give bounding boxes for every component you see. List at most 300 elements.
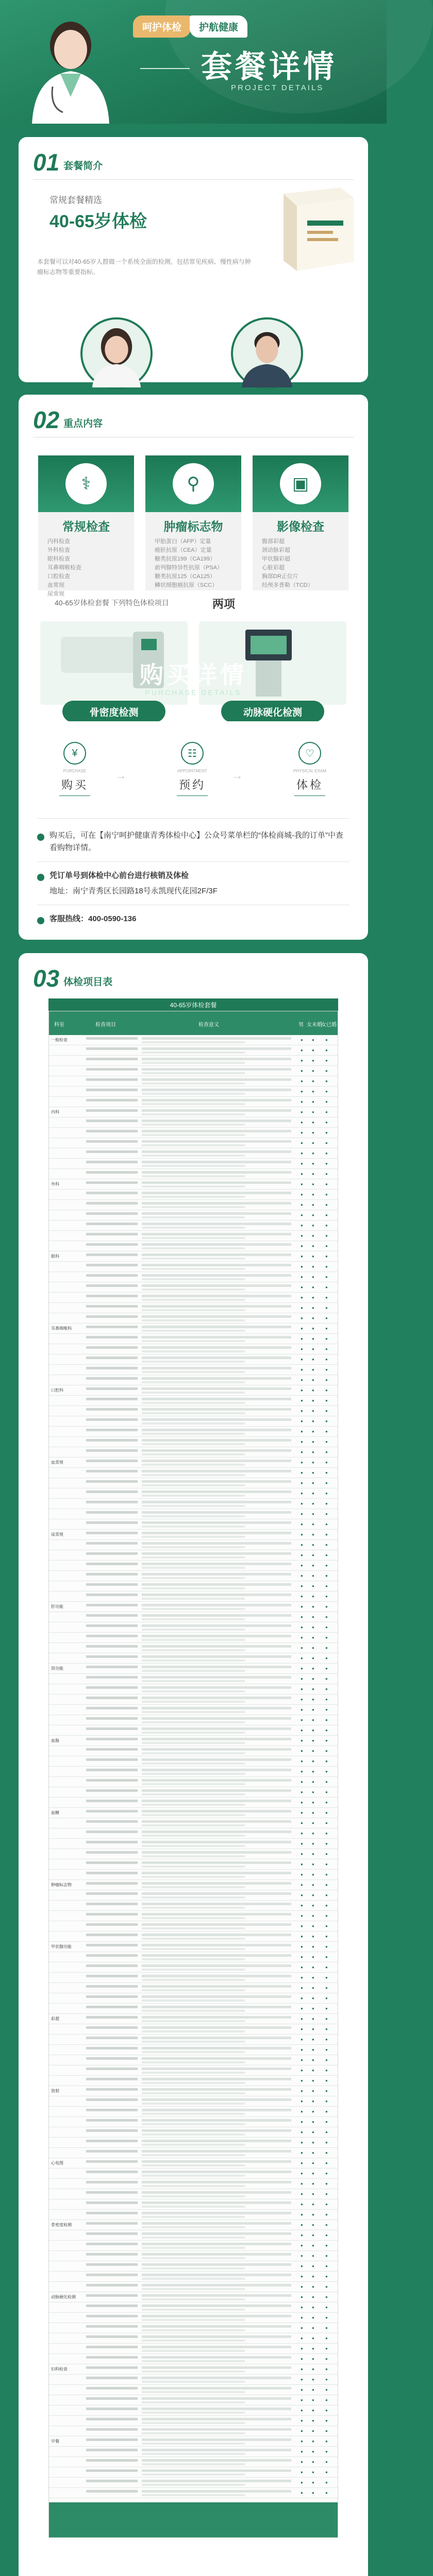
meaning-cell <box>142 1635 291 1637</box>
table-row <box>49 1478 338 1488</box>
included-mark: ● <box>325 1676 328 1681</box>
meaning-cell <box>142 1758 291 1761</box>
focus-card <box>19 395 368 770</box>
meaning-cell-line <box>142 2133 245 2136</box>
table-row <box>49 1066 338 1076</box>
meaning-cell <box>142 1645 291 1648</box>
item-cell <box>86 2274 138 2276</box>
included-mark: ● <box>312 1192 314 1197</box>
included-mark: ● <box>301 1429 303 1434</box>
item-cell <box>86 2387 138 2389</box>
included-mark: ● <box>301 1975 303 1980</box>
meaning-cell <box>142 2263 291 2266</box>
meaning-cell <box>142 2304 291 2307</box>
items-table <box>48 1011 338 2538</box>
table-row <box>49 2375 338 2385</box>
table-row <box>49 1973 338 1983</box>
included-mark: ● <box>312 1099 314 1104</box>
included-mark: ● <box>312 1553 314 1557</box>
table-row <box>49 2035 338 2045</box>
table-row <box>49 1334 338 1344</box>
meaning-cell-line <box>142 2216 245 2218</box>
section-number: 03 <box>33 965 60 992</box>
included-mark: ● <box>325 1749 328 1753</box>
meaning-cell <box>142 2480 291 2482</box>
item-cell <box>86 2356 138 2359</box>
included-mark: ● <box>312 1079 314 1083</box>
included-mark: ● <box>312 1944 314 1949</box>
included-mark: ● <box>325 2027 328 2031</box>
meaning-cell <box>142 1377 291 1380</box>
table-row <box>49 1767 338 1777</box>
table-row <box>49 1499 338 1509</box>
meaning-cell <box>142 2191 291 2194</box>
included-mark: ● <box>312 1398 314 1403</box>
meaning-cell <box>142 1923 291 1926</box>
meaning-cell <box>142 2078 291 2080</box>
meaning-cell-line <box>142 2298 245 2300</box>
item-cell <box>86 2449 138 2451</box>
focus-item: 甲状腺彩超 <box>262 556 290 562</box>
included-mark: ● <box>301 1460 303 1465</box>
item-cell <box>86 1542 138 1545</box>
table-row <box>49 2220 338 2230</box>
included-mark: ● <box>312 1306 314 1310</box>
meaning-cell-line <box>142 2473 245 2476</box>
table-row <box>49 2189 338 2199</box>
included-mark: ● <box>301 2078 303 2083</box>
meaning-cell <box>142 1120 291 1122</box>
section-title: 套餐简介 <box>63 161 103 172</box>
included-mark: ● <box>325 1800 328 1805</box>
meaning-cell <box>142 2284 291 2286</box>
meaning-cell-line <box>142 2267 245 2269</box>
included-mark: ● <box>325 1130 328 1135</box>
included-mark: ● <box>301 2161 303 2165</box>
heart-icon: ♡ <box>298 742 321 765</box>
included-mark: ● <box>325 1852 328 1856</box>
included-mark: ● <box>301 2223 303 2227</box>
table-row <box>49 1169 338 1179</box>
included-mark: ● <box>301 2274 303 2279</box>
divider <box>37 861 349 862</box>
meaning-cell-line <box>142 2391 245 2393</box>
included-mark: ● <box>301 2027 303 2031</box>
included-mark: ● <box>325 1336 328 1341</box>
included-mark: ● <box>301 1192 303 1197</box>
item-cell <box>86 1645 138 1648</box>
item-cell <box>86 1934 138 1936</box>
included-mark: ● <box>301 2109 303 2114</box>
focus-title: 影像检查 <box>277 520 324 533</box>
item-cell <box>86 1181 138 1184</box>
included-mark: ● <box>312 1697 314 1702</box>
included-mark: ● <box>312 1584 314 1588</box>
included-mark: ● <box>301 2295 303 2299</box>
col-female-single: 女未婚 <box>307 1022 322 1028</box>
meaning-cell-line <box>142 1659 245 1662</box>
table-row <box>49 2117 338 2127</box>
included-mark: ● <box>301 1676 303 1681</box>
table-row <box>49 1643 338 1653</box>
table-row <box>49 2457 338 2467</box>
table-row <box>49 2096 338 2107</box>
included-mark: ● <box>325 2377 328 2382</box>
meaning-cell <box>142 1686 291 1689</box>
meaning-cell <box>142 1284 291 1287</box>
meaning-cell-line <box>142 1814 245 1816</box>
table-row <box>49 1396 338 1406</box>
meaning-cell <box>142 1367 291 1369</box>
included-mark: ● <box>301 1254 303 1259</box>
focus-item: 前列腺特异性抗原（PSA） <box>155 565 223 571</box>
meaning-cell <box>142 1624 291 1627</box>
item-cell <box>86 1583 138 1586</box>
meaning-cell <box>142 1109 291 1112</box>
included-mark: ● <box>312 2089 314 2093</box>
included-mark: ● <box>301 1110 303 1114</box>
meaning-cell <box>142 1810 291 1812</box>
included-mark: ● <box>325 1594 328 1599</box>
table-row <box>49 1313 338 1324</box>
included-mark: ● <box>312 2418 314 2423</box>
intro-card <box>19 137 368 382</box>
item-cell <box>86 1923 138 1926</box>
calendar-icon: ☷ <box>181 742 204 765</box>
meaning-cell <box>142 1717 291 1720</box>
focus-items <box>253 534 348 590</box>
included-mark: ● <box>325 1439 328 1444</box>
item-cell <box>86 2191 138 2194</box>
table-row <box>49 2261 338 2272</box>
included-mark: ● <box>325 2089 328 2093</box>
focus-items <box>38 534 134 599</box>
included-mark: ● <box>325 1357 328 1362</box>
meaning-cell-line <box>142 1907 245 1909</box>
table-row <box>49 2024 338 2035</box>
included-mark: ● <box>325 2006 328 2011</box>
included-mark: ● <box>312 2439 314 2444</box>
item-cell <box>86 1429 138 1431</box>
included-mark: ● <box>301 2470 303 2475</box>
included-mark: ● <box>312 1151 314 1156</box>
focus-item: 外科检查 <box>47 547 70 553</box>
table-row <box>49 1468 338 1478</box>
table-row <box>49 2364 338 2375</box>
meaning-cell <box>142 1305 291 1308</box>
included-mark: ● <box>301 1821 303 1825</box>
table-row <box>49 2199 338 2210</box>
table-row <box>49 1725 338 1736</box>
focus-item: 颈动脉彩超 <box>262 547 290 553</box>
included-mark: ● <box>325 2212 328 2217</box>
included-mark: ● <box>312 1749 314 1753</box>
included-mark: ● <box>301 1316 303 1320</box>
table-row <box>49 1931 338 1942</box>
table-row <box>49 1045 338 1056</box>
included-mark: ● <box>325 1264 328 1269</box>
table-row <box>49 1839 338 1849</box>
included-mark: ● <box>325 1141 328 1145</box>
meaning-cell <box>142 2201 291 2204</box>
item-cell <box>86 1954 138 1957</box>
included-mark: ● <box>312 1388 314 1393</box>
included-mark: ● <box>301 1223 303 1228</box>
item-cell <box>86 2480 138 2482</box>
included-mark: ● <box>325 1965 328 1970</box>
item-cell <box>86 1769 138 1771</box>
included-mark: ● <box>325 2315 328 2320</box>
item-cell <box>86 1120 138 1122</box>
meaning-cell <box>142 2243 291 2245</box>
meaning-cell-line <box>142 1237 245 1239</box>
table-row <box>49 1365 338 1375</box>
included-mark: ● <box>301 1944 303 1949</box>
item-cell <box>86 1408 138 1411</box>
included-mark: ● <box>325 1821 328 1825</box>
included-mark: ● <box>325 1584 328 1588</box>
focus-item: 经颅多普勒（TCD） <box>262 582 313 588</box>
meaning-cell-line <box>142 2113 245 2115</box>
meaning-cell <box>142 2129 291 2132</box>
included-mark: ● <box>325 2058 328 2062</box>
included-mark: ● <box>301 2181 303 2186</box>
meaning-cell-line <box>142 1690 245 1692</box>
included-mark: ● <box>325 1986 328 1990</box>
included-mark: ● <box>301 1594 303 1599</box>
meaning-cell <box>142 1429 291 1431</box>
item-cell <box>86 1655 138 1658</box>
meaning-cell-line <box>142 1453 245 1455</box>
meaning-cell <box>142 1140 291 1143</box>
included-mark: ● <box>301 2016 303 2021</box>
table-row <box>49 1756 338 1767</box>
meaning-cell-line <box>142 1062 245 1064</box>
included-mark: ● <box>325 1182 328 1187</box>
table-row <box>49 2426 338 2436</box>
included-mark: ● <box>301 1151 303 1156</box>
table-row <box>49 2086 338 2096</box>
step-appointment <box>167 742 218 796</box>
included-mark: ● <box>312 2490 314 2495</box>
step-purchase <box>49 742 100 796</box>
table-row <box>49 1859 338 1870</box>
item-cell <box>86 2263 138 2266</box>
meaning-cell <box>142 1882 291 1885</box>
included-mark: ● <box>325 1213 328 1217</box>
included-mark: ● <box>312 2470 314 2475</box>
table-row <box>49 1416 338 1427</box>
included-mark: ● <box>312 1934 314 1939</box>
included-mark: ● <box>312 1213 314 1217</box>
meaning-cell <box>142 1820 291 1823</box>
meaning-cell-line <box>142 2309 245 2311</box>
meaning-cell <box>142 2160 291 2163</box>
meaning-cell-line <box>142 1556 245 1558</box>
included-mark: ● <box>312 1182 314 1187</box>
meaning-cell <box>142 1387 291 1390</box>
included-mark: ● <box>325 1202 328 1207</box>
meaning-cell-line <box>142 1917 245 1919</box>
included-mark: ● <box>325 2274 328 2279</box>
meaning-cell <box>142 1964 291 1967</box>
meaning-cell-line <box>142 1216 245 1218</box>
bullet-icon <box>37 834 44 841</box>
item-cell <box>86 2366 138 2369</box>
meaning-cell-line <box>142 1608 245 1610</box>
tag-care-checkup: 呵护体检 <box>133 15 191 38</box>
included-mark: ● <box>312 1275 314 1279</box>
meaning-cell <box>142 1954 291 1957</box>
table-row <box>49 2447 338 2457</box>
table-title: 40-65岁体检套餐 <box>48 998 338 1011</box>
address: 地址：南宁青秀区长园路18号永凯现代花园2F/3F <box>49 887 218 895</box>
meaning-cell-line <box>142 1196 245 1198</box>
included-mark: ● <box>312 1233 314 1238</box>
dept-cell: 甲状腺功能 <box>51 1944 72 1949</box>
meaning-cell-line <box>142 2072 245 2074</box>
included-mark: ● <box>325 2253 328 2258</box>
item-cell <box>86 1831 138 1833</box>
table-row <box>49 1952 338 1962</box>
table-row <box>49 2395 338 2405</box>
item-cell <box>86 2284 138 2286</box>
item-cell <box>86 1521 138 1524</box>
meaning-cell-line <box>142 1309 245 1311</box>
meaning-cell-line <box>142 2164 245 2166</box>
meaning-cell-line <box>142 1289 245 1291</box>
item-cell <box>86 1697 138 1699</box>
included-mark: ● <box>325 1718 328 1722</box>
table-row <box>49 1447 338 1458</box>
included-mark: ● <box>301 2490 303 2495</box>
included-mark: ● <box>301 1130 303 1135</box>
included-mark: ● <box>312 2099 314 2104</box>
included-mark: ● <box>312 1223 314 1228</box>
included-mark: ● <box>312 2037 314 2042</box>
table-row <box>49 2302 338 2313</box>
included-mark: ● <box>325 1429 328 1434</box>
included-mark: ● <box>301 2202 303 2207</box>
included-mark: ● <box>325 2068 328 2073</box>
meaning-cell-line <box>142 1464 245 1466</box>
meaning-cell-line <box>142 1165 245 1167</box>
included-mark: ● <box>301 1728 303 1733</box>
included-mark: ● <box>312 2480 314 2485</box>
meaning-cell-line <box>142 1886 245 1888</box>
table-row <box>49 1705 338 1715</box>
included-mark: ● <box>325 1079 328 1083</box>
table-row <box>49 2405 338 2416</box>
section-title: 重点内容 <box>63 418 103 429</box>
table-row <box>49 1488 338 1499</box>
table-row <box>49 1561 338 1571</box>
included-mark: ● <box>312 1615 314 1619</box>
included-mark: ● <box>325 2357 328 2361</box>
included-mark: ● <box>325 1326 328 1331</box>
meaning-cell-line <box>142 2484 245 2486</box>
included-mark: ● <box>325 1481 328 1485</box>
meaning-cell <box>142 1542 291 1545</box>
meaning-cell <box>142 2150 291 2153</box>
included-mark: ● <box>312 1872 314 1877</box>
included-mark: ● <box>312 1130 314 1135</box>
included-mark: ● <box>301 2326 303 2330</box>
item-cell <box>86 1140 138 1143</box>
item-cell <box>86 1614 138 1617</box>
meaning-cell <box>142 2016 291 2019</box>
included-mark: ● <box>325 1996 328 2001</box>
meaning-cell <box>142 1995 291 1998</box>
item-cell <box>86 1686 138 1689</box>
meaning-cell <box>142 1470 291 1472</box>
dept-cell: 血脂 <box>51 1738 59 1743</box>
included-mark: ● <box>325 1707 328 1712</box>
item-cell <box>86 1099 138 1101</box>
meaning-cell-line <box>142 1711 245 1713</box>
included-mark: ● <box>301 1285 303 1290</box>
item-cell <box>86 1490 138 1493</box>
included-mark: ● <box>312 2027 314 2031</box>
included-mark: ● <box>312 2387 314 2392</box>
item-cell <box>86 2377 138 2379</box>
included-mark: ● <box>301 1388 303 1393</box>
included-mark: ● <box>312 1738 314 1743</box>
included-mark: ● <box>325 1161 328 1166</box>
table-row <box>49 1251 338 1262</box>
item-cell <box>86 1594 138 1596</box>
table-row <box>49 1993 338 2004</box>
meaning-cell-line <box>142 2092 245 2094</box>
included-mark: ● <box>301 1934 303 1939</box>
meaning-cell-line <box>142 1618 245 1620</box>
table-row <box>49 1550 338 1561</box>
dept-cell: 动脉硬化检测 <box>51 2295 76 2299</box>
meaning-cell-line <box>142 1278 245 1280</box>
meaning-cell-line <box>142 1670 245 1672</box>
included-mark: ● <box>301 2058 303 2062</box>
meaning-cell <box>142 1697 291 1699</box>
included-mark: ● <box>312 2171 314 2176</box>
item-cell <box>86 2346 138 2348</box>
meaning-cell <box>142 2459 291 2462</box>
feature-note: 40-65岁体检套餐 下列特色体检项目 <box>55 599 169 607</box>
item-cell <box>86 1532 138 1534</box>
included-mark: ● <box>312 1986 314 1990</box>
meaning-cell <box>142 1655 291 1658</box>
included-mark: ● <box>325 1367 328 1372</box>
meaning-cell-line <box>142 1577 245 1579</box>
item-cell <box>86 2057 138 2060</box>
included-mark: ● <box>301 1439 303 1444</box>
included-mark: ● <box>325 1553 328 1557</box>
focus-item: 胸部DR正位片 <box>262 573 298 580</box>
item-cell <box>86 1089 138 1091</box>
included-mark: ● <box>325 1192 328 1197</box>
included-mark: ● <box>312 1810 314 1815</box>
included-mark: ● <box>312 1862 314 1867</box>
meaning-cell-line <box>142 1793 245 1795</box>
meaning-cell-line <box>142 2051 245 2053</box>
meaning-cell <box>142 1089 291 1091</box>
included-mark: ● <box>301 2346 303 2351</box>
included-mark: ● <box>312 1852 314 1856</box>
included-mark: ● <box>301 1986 303 1990</box>
included-mark: ● <box>301 1079 303 1083</box>
table-row <box>49 1942 338 1952</box>
included-mark: ● <box>301 1749 303 1753</box>
meaning-cell <box>142 1511 291 1514</box>
